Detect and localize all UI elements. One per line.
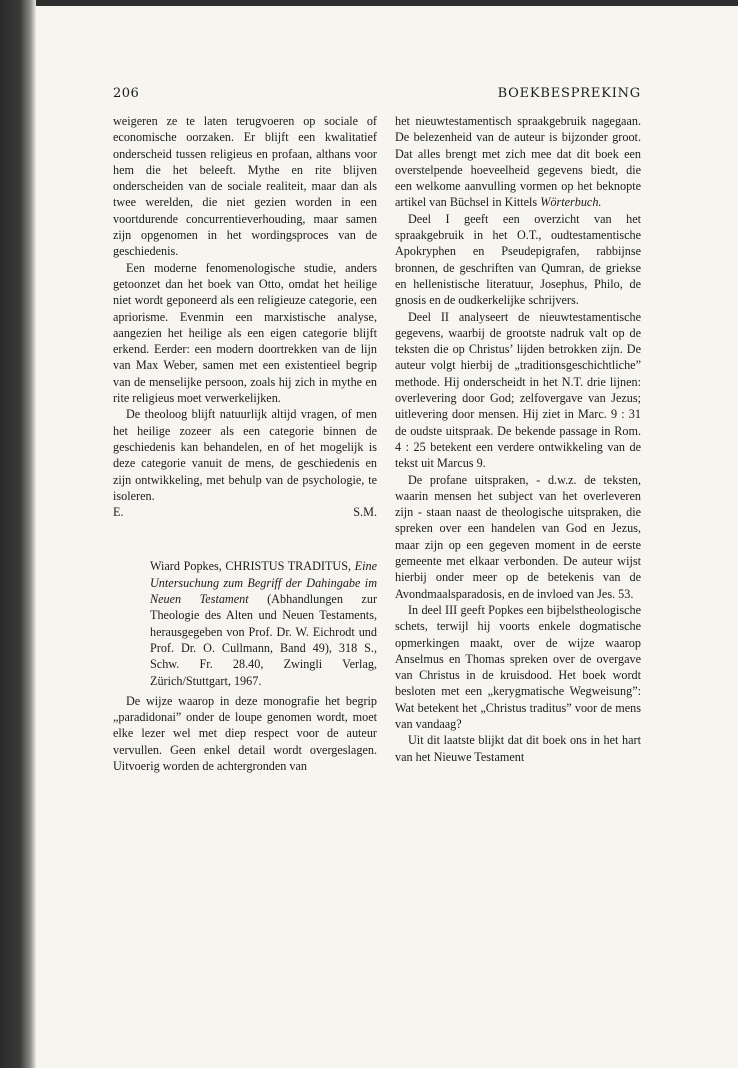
left-paragraph-3: De theoloog blijft natuurlijk altijd vragen, of men het heilige zozeer als een categorie binnen de geschiedenis kan behandelen, en of het mogelijk is deze categorie vanuit de mens, de geschiedenis en zijn ontwikkeling, met behulp van de psychologie, te isoleren. xyxy=(113,407,377,503)
book-subtitle: Eine Untersuchung zum Begriff der Dahingabe im Neuen Testament xyxy=(150,559,377,607)
book-details: (Abhandlungen zur Theologie des Alten und Neuen Testaments, herausgegeben von Prof. Dr. W. Eichrodt und Prof. Dr. O. Cullmann, Band 49), 318 S., Schw. Fr. 28.40, Zwingli Verlag, Zürich/Stuttgart, 1967. xyxy=(150,592,377,688)
scan-edge-left xyxy=(0,0,36,1068)
signature-author: S.M. xyxy=(353,505,377,520)
right-paragraph-1-text: het nieuwtestamentisch spraakgebruik nagegaan. De belezenheid van de auteur is bijzonder groot. Dat alles brengt met zich mee dat dit boek een overstelpende hoeveelheid gegevens biedt, die een welkome aanvulling vormen op het beknopte artikel van Büchsel in Kittels xyxy=(395,114,641,210)
book-author-title: Wiard Popkes, CHRISTUS TRADITUS, xyxy=(150,559,352,574)
left-paragraph-1: weigeren ze te laten terugvoeren op sociale of economische oorzaken. Er blijft een kwalitatief onderscheid tussen religieus en profaan, althans voor hem die het beleeft. Mythe en rite blijven onderscheiden van de sociale realiteit, maar dan als twee werelden, die niet gezien worden in een voortdurende concurrentieverhouding, maar samen zijn opgenomen in het wordingsproces van de geschiedenis. xyxy=(113,114,377,259)
scan-edge-top xyxy=(36,0,738,6)
right-paragraph-4: De profane uitspraken, - d.w.z. de teksten, waarin mensen het subject van het overleveren zijn - staan naast de theologische uitspraken, die spreken over een handelen van God en Jezus, maar zijn op een gegeven moment in de eerste gemeente met elkaar verbonden. De auteur wijst hierbij onder meer op de betekenis van de Avondmaalsparadosis, en de invloed van Jes. 53. xyxy=(395,472,641,601)
left-column xyxy=(113,113,377,774)
left-paragraph-4: De wijze waarop in deze monografie het begrip „paradidonai” onder de loupe genomen wordt, moet elke lezer wel met diep respect voor de auteur vervullen. Geen enkel detail wordt overgeslagen. Uitvoerig worden de achtergronden van xyxy=(113,693,377,773)
right-paragraph-2: Deel I geeft een overzicht van het spraakgebruik in het O.T., oudtestamentische Apokryphen en Pseudepigrafen, rabbijnse bronnen, de geschriften van Qumran, de griekse en hellenistische literatuur, Josephus, Philo, de gnosis en de oudkerkelijke schrijvers. xyxy=(395,211,641,308)
reviewed-book-citation xyxy=(150,558,377,688)
right-column xyxy=(395,113,641,765)
right-paragraph-3: Deel II analyseert de nieuwtestamentische gegevens, waarbij de grootste nadruk valt op de teksten die op Christus’ lijden betrokken zijn. De auteur volgt hierbij de „traditionsgeschichtliche” methode. Hij onderscheidt in het N.T. drie lijnen: overlevering door God; zelfovergave van Jezus; uitlevering door mensen. Hij ziet in Marc. 9 : 31 de oudste uitspraak. De bekende passage in Rom. 4 : 25 betekent een verdere ontwikkeling van de tekst uit Marcus 9. xyxy=(395,309,641,471)
signature-initial: E. xyxy=(113,505,124,520)
left-paragraph-2: Een moderne fenomenologische studie, anders getoonzet dan het boek van Otto, omdat het heilige niet wordt geponeerd als een religieuze categorie, een apriorisme. Evenmin een marxistische analyse, aangezien het heilige als een eigen categorie blijft erkend. Eerder: een modern doortrekken van de lijn van Max Weber, samen met een existentieel begrip van de menselijke persoon, zoals hij zich in mythe en rite religieus moet verwerkelijken. xyxy=(113,260,377,406)
right-paragraph-1 xyxy=(395,113,641,211)
right-paragraph-6: Uit dit laatste blijkt dat dit boek ons in het hart van het Nieuwe Testament xyxy=(395,733,641,764)
page-header xyxy=(113,86,641,104)
review-signature xyxy=(113,504,377,520)
right-paragraph-5: In deel III geeft Popkes een bijbelstheologische schets, terwijl hij voorts enkele dogmatische opmerkingen maakt, over de wijze waarop Anselmus en Thomas spreken over de overgave van Christus in de kruisdood. Het boek wordt besloten met een „kerygmatische Wegweisung”: Wat betekent het „Christus traditus” voor de mens van vandaag? xyxy=(395,602,641,731)
running-head: BOEKBESPREKING xyxy=(497,86,641,101)
woerterbuch-title: Wörterbuch. xyxy=(540,195,602,210)
page-number: 206 xyxy=(113,86,140,101)
